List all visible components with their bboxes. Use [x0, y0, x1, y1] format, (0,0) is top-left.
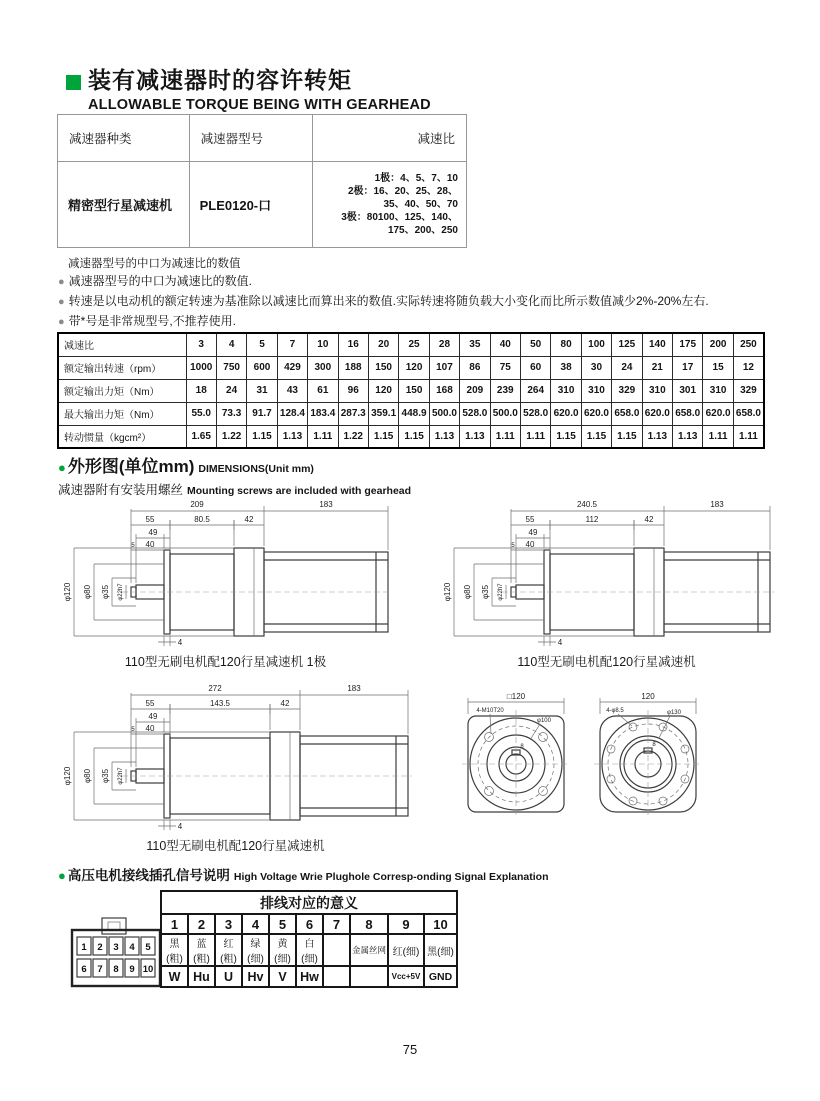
table-cell: GND	[424, 966, 457, 987]
table-cell: 73.3	[216, 402, 246, 425]
table-cell: 150	[399, 379, 429, 402]
table-cell: 4	[242, 914, 269, 934]
table-cell: 5	[269, 914, 296, 934]
table-cell: 107	[429, 356, 459, 379]
table-cell: 620.0	[551, 402, 581, 425]
table-cell: 750	[216, 356, 246, 379]
gearhead-ratios	[313, 162, 467, 248]
dim-label: 5	[131, 543, 135, 549]
gearhead-table-header-row	[58, 115, 467, 162]
spec-row-inertia	[58, 425, 764, 448]
table-cell: 黑(细)	[424, 934, 457, 966]
row-label: 减速比	[58, 333, 186, 356]
note-text: 减速器型号的中口为减速比的数值.	[68, 274, 252, 288]
table-cell: 200	[703, 333, 733, 356]
dim-label: 272	[208, 684, 222, 693]
table-cell: 658.0	[673, 402, 703, 425]
table-cell: W	[161, 966, 188, 987]
dimensions-heading	[58, 452, 411, 499]
signal-table-title-row	[161, 891, 457, 914]
table-cell: 310	[642, 379, 672, 402]
table-cell: 1.13	[673, 425, 703, 448]
table-cell: 528.0	[520, 402, 550, 425]
table-cell: 120	[368, 379, 398, 402]
table-cell: 1.22	[338, 425, 368, 448]
table-cell: 黑(粗)	[161, 934, 188, 966]
table-cell: 1.11	[520, 425, 550, 448]
table-cell: 1.13	[277, 425, 307, 448]
gearhead-type: 精密型行星减速机	[58, 162, 190, 248]
col-header-type: 减速器种类	[58, 115, 190, 162]
dim-label: 4	[177, 638, 183, 647]
table-cell: 250	[733, 333, 764, 356]
pin-number: 1	[81, 942, 87, 953]
row-label: 额定输出转速（rpm）	[58, 356, 186, 379]
table-cell: 白(细)	[296, 934, 323, 966]
title-square-icon	[66, 75, 81, 90]
dim-label: 42	[244, 515, 254, 524]
table-cell: 1.15	[368, 425, 398, 448]
table-cell: 5	[247, 333, 277, 356]
dimensions-sub-zh: 减速器附有安装用螺丝	[58, 483, 184, 497]
drawing-sideview-1stage	[58, 498, 393, 650]
dim-label: 4	[557, 638, 563, 647]
dim-label: 183	[710, 500, 724, 509]
row-label: 额定输出力矩（Nm）	[58, 379, 186, 402]
ratio-line: 35、40、50、70	[383, 199, 458, 210]
table-cell: 30	[581, 356, 611, 379]
page-title-zh: 装有减速器时的容许转矩	[88, 67, 352, 93]
table-cell: 1.15	[612, 425, 642, 448]
ratio-line: 1极：4、5、7、10	[374, 173, 458, 184]
dim-label: φ35	[101, 768, 110, 784]
dim-label: 40	[525, 540, 535, 549]
table-cell: 183.4	[308, 402, 338, 425]
table-cell: 绿(细)	[242, 934, 269, 966]
table-cell: 448.9	[399, 402, 429, 425]
signal-colors-row	[161, 934, 457, 966]
table-cell: 20	[368, 333, 398, 356]
table-cell: 黄(细)	[269, 934, 296, 966]
notes-block	[58, 272, 709, 332]
table-cell: 1.65	[186, 425, 216, 448]
table-cell: 7	[323, 914, 350, 934]
dimensions-title-en: DIMENSIONS(Unit mm)	[198, 463, 314, 475]
table-cell: 100	[581, 333, 611, 356]
dim-label: 49	[148, 528, 158, 537]
drawing-frontviews	[452, 688, 717, 822]
spec-row-speed	[58, 356, 764, 379]
table-cell: 500.0	[490, 402, 520, 425]
title-block	[66, 62, 431, 113]
dim-label: 49	[148, 712, 158, 721]
dim-label: 80.5	[194, 515, 210, 524]
table-cell: 18	[186, 379, 216, 402]
table-cell: 1.11	[703, 425, 733, 448]
ratio-line: 3极：80100、125、140、	[341, 212, 458, 223]
table-cell: 429	[277, 356, 307, 379]
table-cell: 528.0	[460, 402, 490, 425]
table-cell: 28	[429, 333, 459, 356]
table-cell: 188	[338, 356, 368, 379]
table-cell: 7	[277, 333, 307, 356]
table-cell: Vcc+5V	[388, 966, 424, 987]
table-cell: 168	[429, 379, 459, 402]
table-cell: 658.0	[733, 402, 764, 425]
table-cell: 1.15	[247, 425, 277, 448]
table-cell: 329	[733, 379, 764, 402]
gearhead-table-row	[58, 162, 467, 248]
pin-number: 8	[113, 964, 119, 975]
ratio-line: 175、200、250	[387, 225, 458, 236]
drawing-caption: 110型无刷电机配120行星减速机	[517, 655, 696, 669]
table-cell	[323, 934, 350, 966]
table-cell	[350, 966, 388, 987]
dim-label: 112	[585, 515, 599, 524]
green-bullet-icon: ●	[58, 460, 66, 475]
signal-table-title: 排线对应的意义	[161, 891, 457, 914]
dim-label: 55	[145, 515, 155, 524]
signal-table	[160, 890, 458, 988]
table-cell: 1	[161, 914, 188, 934]
signal-heading	[58, 864, 549, 885]
connector-plug-drawing	[70, 916, 162, 990]
table-cell: 310	[581, 379, 611, 402]
table-cell: 1000	[186, 356, 216, 379]
table-cell: 3	[186, 333, 216, 356]
table-cell: 301	[673, 379, 703, 402]
dim-label: 4	[177, 822, 183, 831]
table-cell: 239	[490, 379, 520, 402]
table-cell: 658.0	[612, 402, 642, 425]
table-cell: 16	[338, 333, 368, 356]
table-cell: 329	[612, 379, 642, 402]
table-cell: 620.0	[581, 402, 611, 425]
table-cell: 310	[551, 379, 581, 402]
dim-label: φ35	[481, 584, 490, 600]
note-line	[58, 292, 709, 312]
dim-label: 143.5	[209, 699, 231, 708]
dim-label: φ80	[83, 768, 92, 784]
dim-label: 40	[145, 724, 155, 733]
table-footnote: 减速器型号的中口为减速比的数值	[68, 258, 241, 270]
pin-number: 5	[145, 942, 151, 953]
spec-row-ratio	[58, 333, 764, 356]
table-cell: 12	[733, 356, 764, 379]
pin-number: 6	[81, 964, 87, 975]
dim-label: 183	[347, 684, 361, 693]
table-cell: 1.22	[216, 425, 246, 448]
gearhead-model: PLE0120-口	[189, 162, 313, 248]
dimensions-sub-en: Mounting screws are included with gearhead	[187, 485, 412, 497]
dim-label: 5	[131, 727, 135, 733]
table-cell: 21	[642, 356, 672, 379]
table-cell: 75	[490, 356, 520, 379]
table-cell: 43	[277, 379, 307, 402]
table-cell: 1.13	[642, 425, 672, 448]
table-cell: 1.15	[551, 425, 581, 448]
dimensions-title-zh: 外形图(单位mm)	[67, 457, 195, 476]
table-cell: 300	[308, 356, 338, 379]
table-cell	[323, 966, 350, 987]
dim-label: 4-M10T20	[476, 708, 504, 714]
dim-label: φ22h7	[118, 767, 124, 785]
dim-label: φ120	[63, 582, 72, 602]
spec-table	[57, 332, 765, 449]
signal-pins-row	[161, 914, 457, 934]
table-cell: 150	[368, 356, 398, 379]
table-cell: 2	[188, 914, 215, 934]
signal-title-zh: 高压电机接线插孔信号说明	[67, 868, 230, 883]
table-cell: V	[269, 966, 296, 987]
col-header-ratio: 减速比	[313, 115, 467, 162]
dim-label: 55	[145, 699, 155, 708]
table-cell: 1.13	[460, 425, 490, 448]
table-cell: 600	[247, 356, 277, 379]
signal-names-row	[161, 966, 457, 987]
page-title-en: ALLOWABLE TORQUE BEING WITH GEARHEAD	[88, 97, 431, 113]
dim-label: 8	[652, 742, 656, 748]
dim-label: φ120	[63, 766, 72, 786]
dim-label: 40	[145, 540, 155, 549]
bullet-icon: ●	[58, 316, 65, 328]
table-cell: 8	[350, 914, 388, 934]
bullet-icon: ●	[58, 276, 65, 288]
table-cell: 金属丝网	[350, 934, 388, 966]
signal-title-en: High Voltage Wrie Plughole Corresp-onding Signal Explanation	[233, 871, 549, 883]
table-cell: 1.15	[581, 425, 611, 448]
dim-label: 209	[190, 500, 204, 509]
dim-label: 8	[520, 744, 524, 750]
table-cell: 10	[424, 914, 457, 934]
dim-label: φ120	[443, 582, 452, 602]
note-line	[58, 312, 709, 332]
table-cell: 1.11	[308, 425, 338, 448]
table-cell: 620.0	[642, 402, 672, 425]
dim-label: 42	[280, 699, 290, 708]
table-cell: 86	[460, 356, 490, 379]
table-cell: 3	[215, 914, 242, 934]
table-cell: 91.7	[247, 402, 277, 425]
table-cell: 35	[460, 333, 490, 356]
table-cell: 17	[673, 356, 703, 379]
dim-label: φ22h7	[118, 583, 124, 601]
pin-number: 2	[97, 942, 103, 953]
table-cell: 55.0	[186, 402, 216, 425]
table-cell: 50	[520, 333, 550, 356]
table-cell: 10	[308, 333, 338, 356]
table-cell: 264	[520, 379, 550, 402]
table-cell: 61	[308, 379, 338, 402]
table-cell: 359.1	[368, 402, 398, 425]
pin-number: 9	[129, 964, 135, 975]
table-cell: 31	[247, 379, 277, 402]
dim-label: 240.5	[576, 500, 598, 509]
table-cell: 128.4	[277, 402, 307, 425]
ratio-line: 2极：16、20、25、28、	[347, 186, 458, 197]
table-cell: 4	[216, 333, 246, 356]
table-cell: 209	[460, 379, 490, 402]
note-text: 转速是以电动机的额定转速为基准除以减速比而算出来的数值.实际转速将随负载大小变化而比所示数值减少2%-20%左右.	[68, 294, 709, 308]
spec-row-maxtorque	[58, 402, 764, 425]
table-cell: 1.11	[733, 425, 764, 448]
note-text: 带*号是非常规型号,不推荐使用.	[68, 314, 236, 328]
dim-label: 4-φ8.5	[606, 708, 624, 714]
table-cell: U	[215, 966, 242, 987]
dim-label: 183	[319, 500, 333, 509]
table-cell: Hu	[188, 966, 215, 987]
table-cell: 287.3	[338, 402, 368, 425]
table-cell: 24	[216, 379, 246, 402]
drawing-sideview-2	[438, 498, 775, 650]
drawing-caption: 110型无刷电机配120行星减速机 1极	[124, 655, 327, 669]
table-cell: 96	[338, 379, 368, 402]
note-line	[58, 272, 709, 292]
table-cell: 620.0	[703, 402, 733, 425]
gearhead-table	[57, 114, 467, 248]
table-cell: 红(粗)	[215, 934, 242, 966]
table-cell: 24	[612, 356, 642, 379]
green-bullet-icon: ●	[58, 868, 66, 883]
dim-label: φ22h7	[498, 583, 504, 601]
pin-number: 3	[113, 942, 119, 953]
table-cell: 红(细)	[388, 934, 424, 966]
dim-label: 42	[644, 515, 654, 524]
table-cell: 15	[703, 356, 733, 379]
row-label: 转动惯量（kgcm²）	[58, 425, 186, 448]
page-number: 75	[402, 1042, 418, 1057]
dim-label: 49	[528, 528, 538, 537]
dim-label: 120	[641, 692, 655, 701]
table-cell: 120	[399, 356, 429, 379]
table-cell: 310	[703, 379, 733, 402]
table-cell: 60	[520, 356, 550, 379]
col-header-model: 减速器型号	[189, 115, 313, 162]
table-cell: 80	[551, 333, 581, 356]
table-cell: 25	[399, 333, 429, 356]
drawing-caption: 110型无刷电机配120行星减速机	[146, 839, 325, 853]
table-cell: 175	[673, 333, 703, 356]
table-cell: Hv	[242, 966, 269, 987]
table-cell: 40	[490, 333, 520, 356]
pin-number: 7	[97, 964, 103, 975]
dim-label: φ100	[537, 718, 551, 724]
table-cell: 9	[388, 914, 424, 934]
table-cell: 1.15	[399, 425, 429, 448]
table-cell: 1.13	[429, 425, 459, 448]
table-cell: 125	[612, 333, 642, 356]
dim-label: 5	[511, 543, 515, 549]
spec-row-torque	[58, 379, 764, 402]
table-cell: Hw	[296, 966, 323, 987]
row-label: 最大输出力矩（Nm）	[58, 402, 186, 425]
dim-label: φ80	[463, 584, 472, 600]
table-cell: 蓝(粗)	[188, 934, 215, 966]
dim-label: φ35	[101, 584, 110, 600]
table-cell: 1.11	[490, 425, 520, 448]
dim-label: 55	[525, 515, 535, 524]
dim-label: □120	[506, 692, 526, 701]
pin-number: 4	[129, 942, 135, 953]
dim-label: φ80	[83, 584, 92, 600]
dim-label: φ130	[667, 710, 681, 716]
table-cell: 38	[551, 356, 581, 379]
pin-number: 10	[142, 964, 154, 975]
drawing-sideview-3	[58, 682, 413, 834]
table-cell: 6	[296, 914, 323, 934]
table-cell: 500.0	[429, 402, 459, 425]
bullet-icon: ●	[58, 296, 65, 308]
table-cell: 140	[642, 333, 672, 356]
